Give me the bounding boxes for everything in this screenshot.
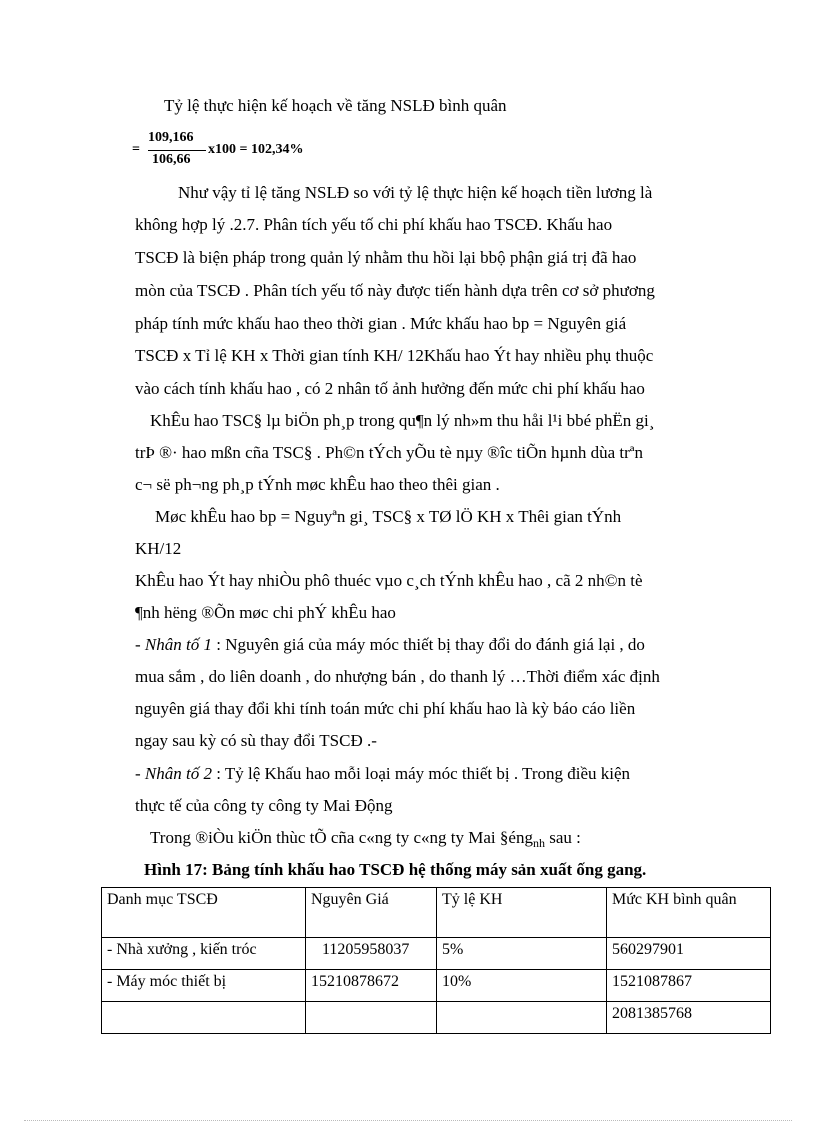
table-header: Nguyên Giá bbox=[306, 888, 437, 938]
table-cell: 5% bbox=[437, 938, 607, 970]
body-line: nguyên giá thay đổi khi tính toán mức chi phí khấu hao là kỳ báo cáo liền bbox=[135, 699, 636, 718]
table-row bbox=[102, 938, 771, 970]
table-header: Tỷ lệ KH bbox=[437, 888, 607, 938]
body-line: TSCĐ x Tỉ lệ KH x Thời gian tính KH/ 12Khấu hao Ýt hay nhiều phụ thuộc bbox=[135, 346, 654, 365]
body-line: TSCĐ là biện pháp trong quản lý nhằm thu hồi lại bbộ phận giá trị đã hao bbox=[135, 248, 637, 267]
last-line bbox=[150, 828, 581, 849]
last-line-text: Trong ®iÒu kiÖn thùc tÕ cña c«ng ty c«ng ty Mai §éng bbox=[150, 828, 533, 847]
table-cell bbox=[437, 1002, 607, 1034]
body-line: mua sắm , do liên doanh , do nhượng bán , do thanh lý …Thời điểm xác định bbox=[135, 667, 660, 686]
table-cell bbox=[306, 1002, 437, 1034]
table-cell: 560297901 bbox=[607, 938, 771, 970]
table-cell: 15210878672 bbox=[306, 970, 437, 1002]
factor2-text: : Tỷ lệ Khấu hao mỗi loại máy móc thiết bị . Trong điều kiện bbox=[211, 764, 631, 783]
body-line: KhÊu hao TSC§ lµ biÖn ph¸p trong qu¶n lý nh»m thu håi l¹i bbé phËn gi¸ bbox=[150, 411, 655, 430]
factor1-line bbox=[135, 635, 645, 655]
table-header-row bbox=[102, 888, 771, 938]
formula-denominator: 106,66 bbox=[152, 152, 191, 167]
page-bottom-divider bbox=[24, 1120, 792, 1121]
body-line: vào cách tính khấu hao , có 2 nhân tố ảnh hưởng đến mức chi phí khấu hao bbox=[135, 379, 645, 398]
figure-caption: Hình 17: Bảng tính khấu hao TSCĐ hệ thống máy sản xuất ống gang. bbox=[144, 860, 647, 879]
formula-result: x100 = 102,34% bbox=[208, 142, 304, 157]
table-header: Danh mục TSCĐ bbox=[102, 888, 306, 938]
depreciation-table bbox=[101, 887, 771, 1034]
table-cell: - Máy móc thiết bị bbox=[102, 970, 306, 1002]
last-line-end: sau : bbox=[544, 828, 581, 847]
table-header: Mức KH bình quân bbox=[607, 888, 771, 938]
body-line: ¶nh hëng ®Õn møc chi phÝ khÊu hao bbox=[135, 603, 396, 622]
factor2-line bbox=[135, 764, 630, 784]
body-line: thực tế của công ty công ty Mai Động bbox=[135, 796, 393, 815]
body-line: pháp tính mức khấu hao theo thời gian . Mức khấu hao bp = Nguyên giá bbox=[135, 314, 627, 333]
factor1-label: - Nhân tố 1 bbox=[135, 635, 212, 654]
body-line: KH/12 bbox=[135, 539, 182, 558]
table-cell: 11205958037 bbox=[306, 938, 437, 970]
body-line: trÞ ®· hao mßn cña TSC§ . Ph©n tÝch yÕu tè nµy ®îc tiÕn hµnh dùa trªn bbox=[135, 443, 643, 462]
body-line: không hợp lý .2.7. Phân tích yếu tố chi phí khấu hao TSCĐ. Khấu hao bbox=[135, 215, 613, 234]
body-line: Như vậy tỉ lệ tăng NSLĐ so với tỷ lệ thực hiện kế hoạch tiền lương là bbox=[178, 183, 653, 202]
table-cell: 2081385768 bbox=[607, 1002, 771, 1034]
body-line: KhÊu hao Ýt hay nhiÒu phô thuéc vµo c¸ch tÝnh khÊu hao , cã 2 nh©n tè bbox=[135, 571, 643, 590]
body-line: mòn của TSCĐ . Phân tích yếu tố này được tiến hành dựa trên cơ sở phương bbox=[135, 281, 655, 300]
table-cell: 1521087867 bbox=[607, 970, 771, 1002]
body-line: Møc khÊu hao bp = Nguyªn gi¸ TSC§ x TØ lÖ KH x Thêi gian tÝnh bbox=[155, 507, 622, 526]
factor1-text: : Nguyên giá của máy móc thiết bị thay đổi do đánh giá lại , do bbox=[211, 635, 645, 654]
table-row bbox=[102, 1002, 771, 1034]
ratio-formula bbox=[132, 130, 332, 172]
table-cell: - Nhà xưởng , kiến tróc bbox=[102, 938, 306, 970]
body-line: c¬ së ph¬ng ph¸p tÝnh møc khÊu hao theo thêi gian . bbox=[135, 475, 500, 494]
table-cell bbox=[102, 1002, 306, 1034]
factor2-label: - Nhân tố 2 bbox=[135, 764, 212, 783]
last-line-sub: nh bbox=[532, 836, 545, 850]
heading-line: Tỷ lệ thực hiện kế hoạch về tăng NSLĐ bình quân bbox=[164, 96, 507, 115]
body-line: ngay sau kỳ có sù thay đổi TSCĐ .- bbox=[135, 731, 377, 750]
formula-numerator: 109,166 bbox=[148, 130, 194, 145]
formula-equals: = bbox=[132, 142, 140, 157]
fraction-bar bbox=[148, 150, 206, 151]
table-cell: 10% bbox=[437, 970, 607, 1002]
table-row bbox=[102, 970, 771, 1002]
